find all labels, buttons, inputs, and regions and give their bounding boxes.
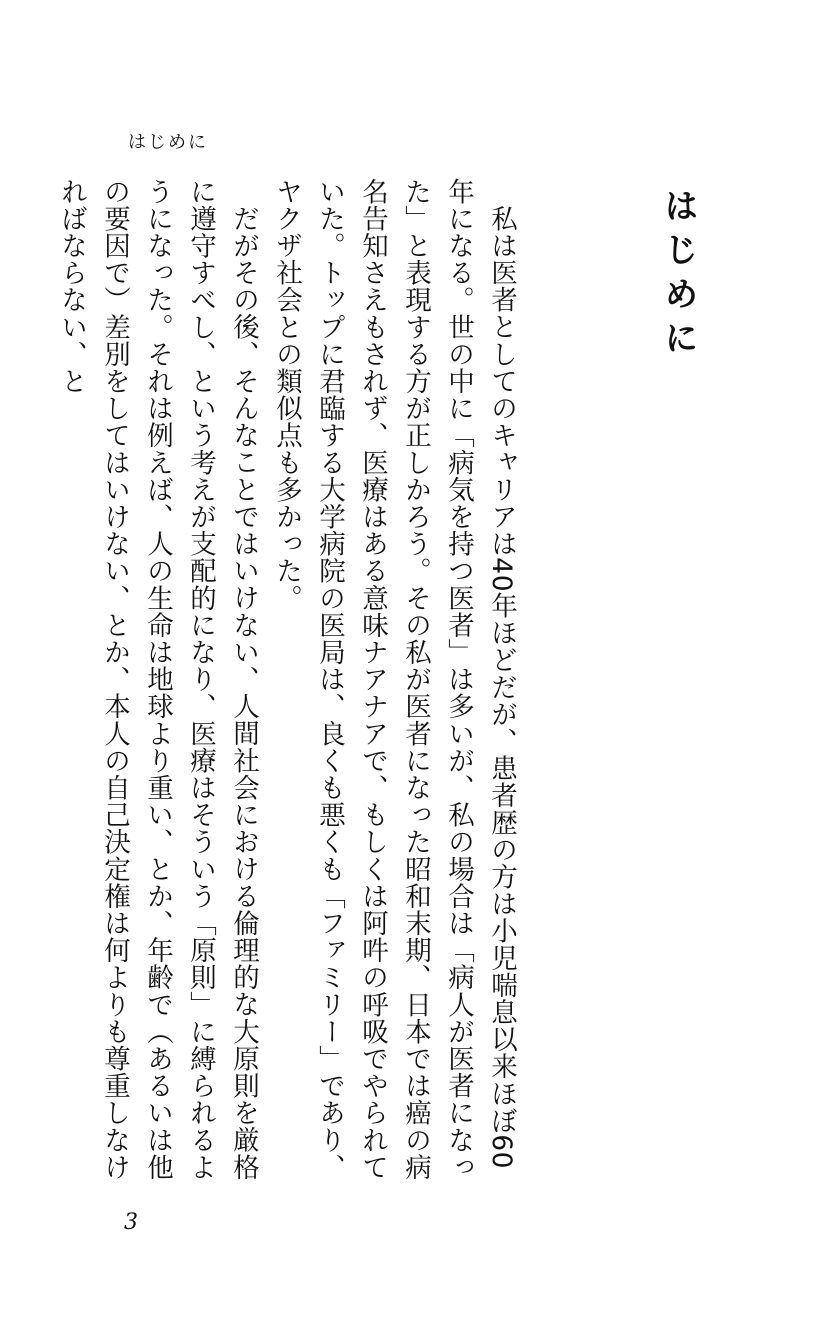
body-text — [56, 178, 523, 1188]
running-header: はじめに — [128, 132, 208, 153]
paragraph-2: だがその後、そんなことではいけない、人間社会における倫理的な大原則を厳格に遵守すべし、という考えが支配的になり、医療はそういう「原則」に縛られるようになった。それは例えば、人の生命は地球より重い、とか、年齢で（あるいは他の要因で）差別をしてはいけない、とか、本人の自己決定権は何よりも尊重しなければならない、と — [56, 178, 259, 1181]
chapter-title: はじめに — [658, 188, 698, 364]
page-number: 3 — [124, 1210, 138, 1235]
paragraph-1: 私は医者としてのキャリアは40年ほどだが、患者歴の方は小児喘息以来ほぼ60年になる。世の中に「病気を持つ医者」は多いが、私の場合は「病人が医者になった」と表現する方が正しかろう。その私が医者になった昭和末期、日本では癌の病名告知さえもされず、医療はある意味ナアナアで、もしくは阿吽の呼吸でやられていた。トップに君臨する大学病院の医局は、良くも悪くも「ファミリー」であり、ヤクザ社会との類似点も多かった。 — [271, 178, 517, 1181]
